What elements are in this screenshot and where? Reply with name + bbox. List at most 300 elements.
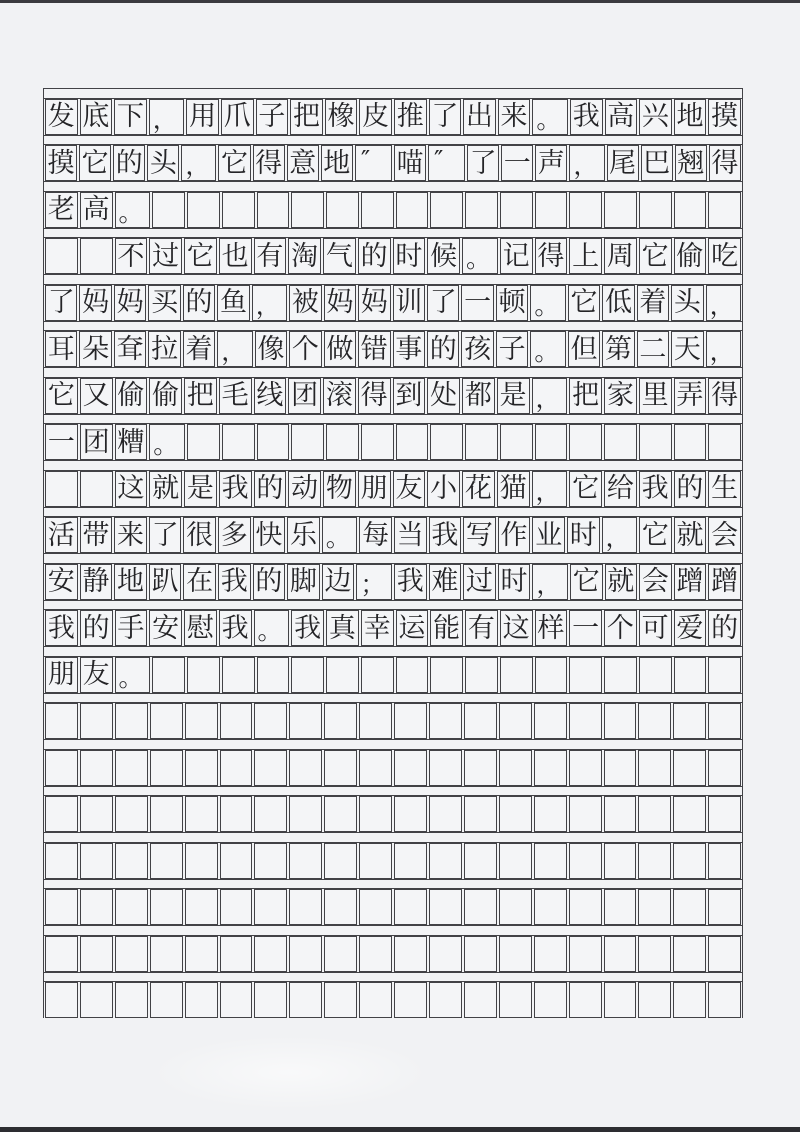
grid-cell [604,936,637,972]
grid-cell [639,192,672,228]
grid-cell [394,517,427,553]
cell-character: 这 [117,473,145,504]
grid-cell [497,378,530,414]
grid-cell [222,192,255,228]
grid-cell [427,471,460,507]
grid-cell [254,843,287,879]
grid-cell [256,99,289,135]
grid-cell [45,517,78,553]
cell-character: 弄 [676,380,704,411]
grid-cell [530,331,565,367]
grid-cell [674,238,707,274]
cell-character: 时 [395,240,423,272]
cell-character: 个 [606,612,634,644]
grid-cell [498,517,531,553]
grid-cell [149,238,182,274]
cell-character: ， [709,337,735,366]
grid-cell [289,703,322,739]
grid-cell [674,657,707,693]
grid-cell [393,331,425,367]
grid-cell [359,703,392,739]
grid-cell [567,517,600,553]
grid-cell [427,331,459,367]
row-separator [44,693,742,704]
cell-character: 糟 [117,426,145,458]
grid-cell [115,424,148,460]
cell-character: 爱 [676,612,704,644]
cell-character: ， [536,569,562,599]
grid-cell [361,192,394,228]
cell-character: 高 [607,101,635,132]
grid-cell [187,657,220,693]
grid-cell [185,982,218,1018]
grid-cell [461,285,493,321]
grid-cell [45,331,77,367]
cell-character: ， [535,476,561,506]
grid-cell [358,378,391,414]
grid-cell [393,378,426,414]
cell-character: 生 [711,473,739,504]
grid-cell [147,145,179,181]
cell-character: 蹭 [711,566,739,597]
grid-cell [115,192,151,228]
grid-cell [186,99,219,135]
grid-cell [80,843,113,879]
grid-cell [602,517,638,553]
grid-cell [183,517,216,553]
grid-cell [639,424,672,460]
cell-character: 它 [81,147,109,179]
cell-character: 摸 [47,147,75,179]
cell-character: 了 [47,287,75,318]
grid-cell [708,936,741,972]
cell-character: 给 [606,473,634,504]
cell-character: 一 [503,147,531,179]
cell-character: ， [535,383,561,413]
cell-character: 乐 [289,519,317,551]
grid-cell [291,192,324,228]
grid-row [44,796,742,832]
grid-cell [185,703,218,739]
cell-character: 静 [82,566,110,597]
grid-cell [674,378,707,414]
cell-character: 地 [116,566,144,597]
grid-cell [253,517,286,553]
cell-character: 。 [118,197,144,227]
cell-character: 得 [711,380,739,411]
grid-cell [569,192,602,228]
grid-cell [463,99,496,135]
cell-character: 地 [676,101,704,132]
grid-cell [535,657,568,693]
grid-cell [706,331,741,367]
grid-cell [114,99,147,135]
cell-character: 的 [185,287,213,318]
row-separator [44,786,742,797]
grid-cell [149,378,182,414]
grid-cell [114,564,147,600]
grid-cell [534,750,567,786]
grid-cell [604,610,637,646]
bottom-edge-line [0,1127,800,1132]
grid-cell [708,703,741,739]
grid-cell [80,192,113,228]
row-separator [44,553,742,564]
cell-character: 顿 [498,287,526,318]
grid-cell [288,238,321,274]
grid-cell [602,331,634,367]
cell-character: 安 [47,566,75,597]
grid-cell [429,843,462,879]
grid-row [44,703,742,739]
grid-cell [673,843,706,879]
cell-character: 着 [639,287,667,318]
cell-character: ， [573,151,599,180]
grid-cell [394,889,427,925]
cell-character: 安 [152,612,180,644]
cell-character: 小 [430,473,458,504]
grid-cell [671,285,703,321]
grid-cell [150,843,183,879]
grid-cell [252,285,287,321]
grid-row [44,99,742,135]
grid-cell [535,238,568,274]
grid-cell [637,331,669,367]
grid-cell [254,889,287,925]
cell-character: 尾 [609,147,637,179]
cell-character: 。 [466,244,492,273]
grid-cell [185,889,218,925]
grid-cell [708,99,741,135]
grid-cell [462,238,498,274]
grid-cell [464,843,497,879]
cell-character: 子 [498,333,526,365]
cell-character: 样 [537,612,565,644]
grid-cell [532,99,568,135]
cell-character: 事 [395,333,423,365]
grid-cell [187,424,220,460]
grid-cell [219,378,252,414]
grid-cell [80,378,113,414]
grid-cell [604,703,637,739]
grid-cell [394,750,427,786]
grid-cell [532,517,565,553]
cell-character: ， [185,151,211,180]
grid-cell [80,703,113,739]
grid-cell [534,703,567,739]
grid-cell [639,238,672,274]
grid-cell [500,657,533,693]
grid-cell [254,471,287,507]
grid-cell [361,424,394,460]
cell-character: 。 [118,662,144,692]
cell-character: 时 [500,566,528,597]
cell-character: 发 [47,101,75,132]
cell-character: 训 [395,287,423,318]
grid-cell [115,796,148,832]
cell-character: 一 [47,426,75,458]
grid-cell [321,145,353,181]
grid-cell [254,982,287,1018]
grid-cell [500,424,533,460]
grid-cell [79,285,111,321]
cell-character: 脚 [289,566,317,597]
grid-cell [361,657,394,693]
grid-cell [254,936,287,972]
grid-cell [291,657,324,693]
grid-cell [289,889,322,925]
cell-character: 了 [151,519,179,551]
cell-character: 里 [641,380,669,411]
cell-character: 老 [47,194,75,225]
cell-character: 会 [641,566,669,597]
cell-character: 的 [711,612,739,644]
grid-cell [638,750,671,786]
grid-cell [253,145,285,181]
cell-character: 淘 [291,240,319,272]
grid-cell [708,471,741,507]
grid-cell [708,424,741,460]
faint-smudge [150,1035,430,1110]
grid-cell [429,564,462,600]
grid-cell [604,657,637,693]
cell-character: 偷 [117,380,145,411]
cell-character: 。 [153,430,179,459]
grid-cell [393,471,426,507]
cell-character: 拉 [151,333,179,365]
grid-row [44,331,742,367]
cell-character: 它 [47,380,75,411]
grid-cell [394,99,427,135]
grid-cell [396,192,429,228]
grid-row [44,471,742,507]
grid-cell [322,517,358,553]
grid-cell [184,378,217,414]
cell-character: 候 [430,240,458,272]
grid-cell [150,889,183,925]
grid-cell [464,982,497,1018]
cell-character: 我 [221,612,249,644]
cell-character: 上 [572,240,600,272]
grid-cell [184,610,217,646]
grid-cell [532,564,568,600]
grid-cell [324,796,357,832]
cell-character: 个 [291,333,319,365]
grid-cell [604,843,637,879]
grid-cell [464,889,497,925]
grid-cell [500,192,533,228]
grid-cell [569,471,602,507]
cell-character: 得 [537,240,565,272]
row-separator [44,460,742,471]
grid-cell [359,889,392,925]
grid-cell [394,796,427,832]
grid-cell [324,936,357,972]
grid-cell [80,889,113,925]
grid-cell [289,796,322,832]
cell-character: 的 [115,147,143,179]
grid-cell [569,424,602,460]
grid-cell [152,657,185,693]
grid-cell [429,750,462,786]
grid-cell [80,936,113,972]
grid-cell [638,982,671,1018]
row-separator [44,507,742,518]
grid-cell [497,471,530,507]
grid-cell [358,285,390,321]
cell-character: 但 [570,333,598,365]
grid-cell [673,796,706,832]
cell-character: 子 [258,101,286,132]
grid-cell [708,750,741,786]
grid-cell [217,331,252,367]
grid-cell [115,657,151,693]
cell-character: 活 [47,519,75,551]
grid-cell [220,889,253,925]
grid-cell [535,192,568,228]
grid-cell [568,285,600,321]
grid-cell [605,564,638,600]
grid-cell [289,285,321,321]
grid-cell [219,471,252,507]
cell-character: 得 [711,147,739,179]
grid-cell [500,238,533,274]
cell-character: 了 [431,101,459,132]
cell-character: 耷 [116,333,144,365]
cell-character: 它 [572,473,600,504]
cell-character: 处 [430,380,458,411]
grid-cell [185,936,218,972]
grid-cell [45,703,78,739]
cell-character: 一 [464,287,492,318]
grid-cell [570,564,603,600]
cell-character: 它 [572,566,600,597]
grid-cell [463,517,496,553]
cell-character: 的 [676,473,704,504]
grid-cell [255,331,287,367]
grid-cell [45,471,78,507]
grid-cell [499,889,532,925]
grid-row [44,145,742,181]
grid-cell [45,889,78,925]
grid-cell [359,517,392,553]
cell-character: 时 [569,519,597,551]
grid-cell [184,238,217,274]
grid-cell [358,331,390,367]
grid-cell [674,471,707,507]
grid-cell [222,424,255,460]
grid-cell [464,750,497,786]
grid-cell [45,564,78,600]
grid-cell [324,703,357,739]
cell-character: 来 [500,101,528,132]
grid-cell [290,99,323,135]
cell-character: 可 [641,612,669,644]
grid-cell [501,145,533,181]
grid-cell [45,285,77,321]
grid-cell [150,982,183,1018]
grid-cell [289,331,321,367]
cell-character: 喵 [396,147,424,179]
cell-character: 快 [255,519,283,551]
cell-character: 鱼 [219,287,247,318]
cell-character: 爪 [223,101,251,132]
grid-cell [535,424,568,460]
grid-cell [430,610,463,646]
grid-cell [639,610,672,646]
grid-cell [359,99,392,135]
grid-cell [427,378,460,414]
grid-cell [149,517,182,553]
grid-cell [532,378,568,414]
grid-cell [325,99,358,135]
grid-cell [322,564,355,600]
cell-character: 朵 [82,333,110,365]
cell-character: ， [255,290,281,320]
grid-cell [324,331,356,367]
grid-cell [429,889,462,925]
cell-character: 朋 [360,473,388,504]
cell-character: 友 [82,659,110,690]
grid-cell [359,796,392,832]
grid-cell [361,610,394,646]
grid-cell [394,703,427,739]
grid-cell [115,936,148,972]
cell-character: 偷 [152,380,180,411]
cell-character: 又 [82,380,110,411]
grid-cell [499,750,532,786]
cell-character: 。 [536,104,562,134]
grid-cell [45,610,78,646]
cell-character: 买 [151,287,179,318]
top-edge-line [0,0,800,3]
grid-cell [150,703,183,739]
grid-cell [708,796,741,832]
cell-character: 在 [186,566,214,597]
grid-cell [637,285,669,321]
row-separator [44,832,742,843]
grid-cell [464,703,497,739]
cell-character: 边 [324,566,352,597]
cell-character: 很 [186,519,214,551]
grid-cell [569,238,602,274]
grid-cell [604,471,637,507]
grid-cell [115,610,148,646]
cell-character: 线 [256,380,284,411]
grid-cell [534,796,567,832]
cell-character: 一 [572,612,600,644]
grid-cell [639,657,672,693]
cell-character: 过 [152,240,180,272]
grid-cell [535,610,568,646]
grid-cell [396,610,429,646]
cell-character: 吃 [711,240,739,272]
grid-cell [149,471,182,507]
grid-cell [639,99,672,135]
cell-character: ″ [434,145,444,174]
grid-cell [185,843,218,879]
grid-cell [706,285,741,321]
cell-character: 妈 [360,287,388,318]
cell-character: 翘 [677,147,705,179]
cell-character: 我 [396,566,424,597]
grid-cell [708,610,741,646]
grid-cell [45,982,78,1018]
grid-cell [394,982,427,1018]
grid-cell [499,982,532,1018]
grid-cell [570,99,603,135]
grid-cell [150,750,183,786]
